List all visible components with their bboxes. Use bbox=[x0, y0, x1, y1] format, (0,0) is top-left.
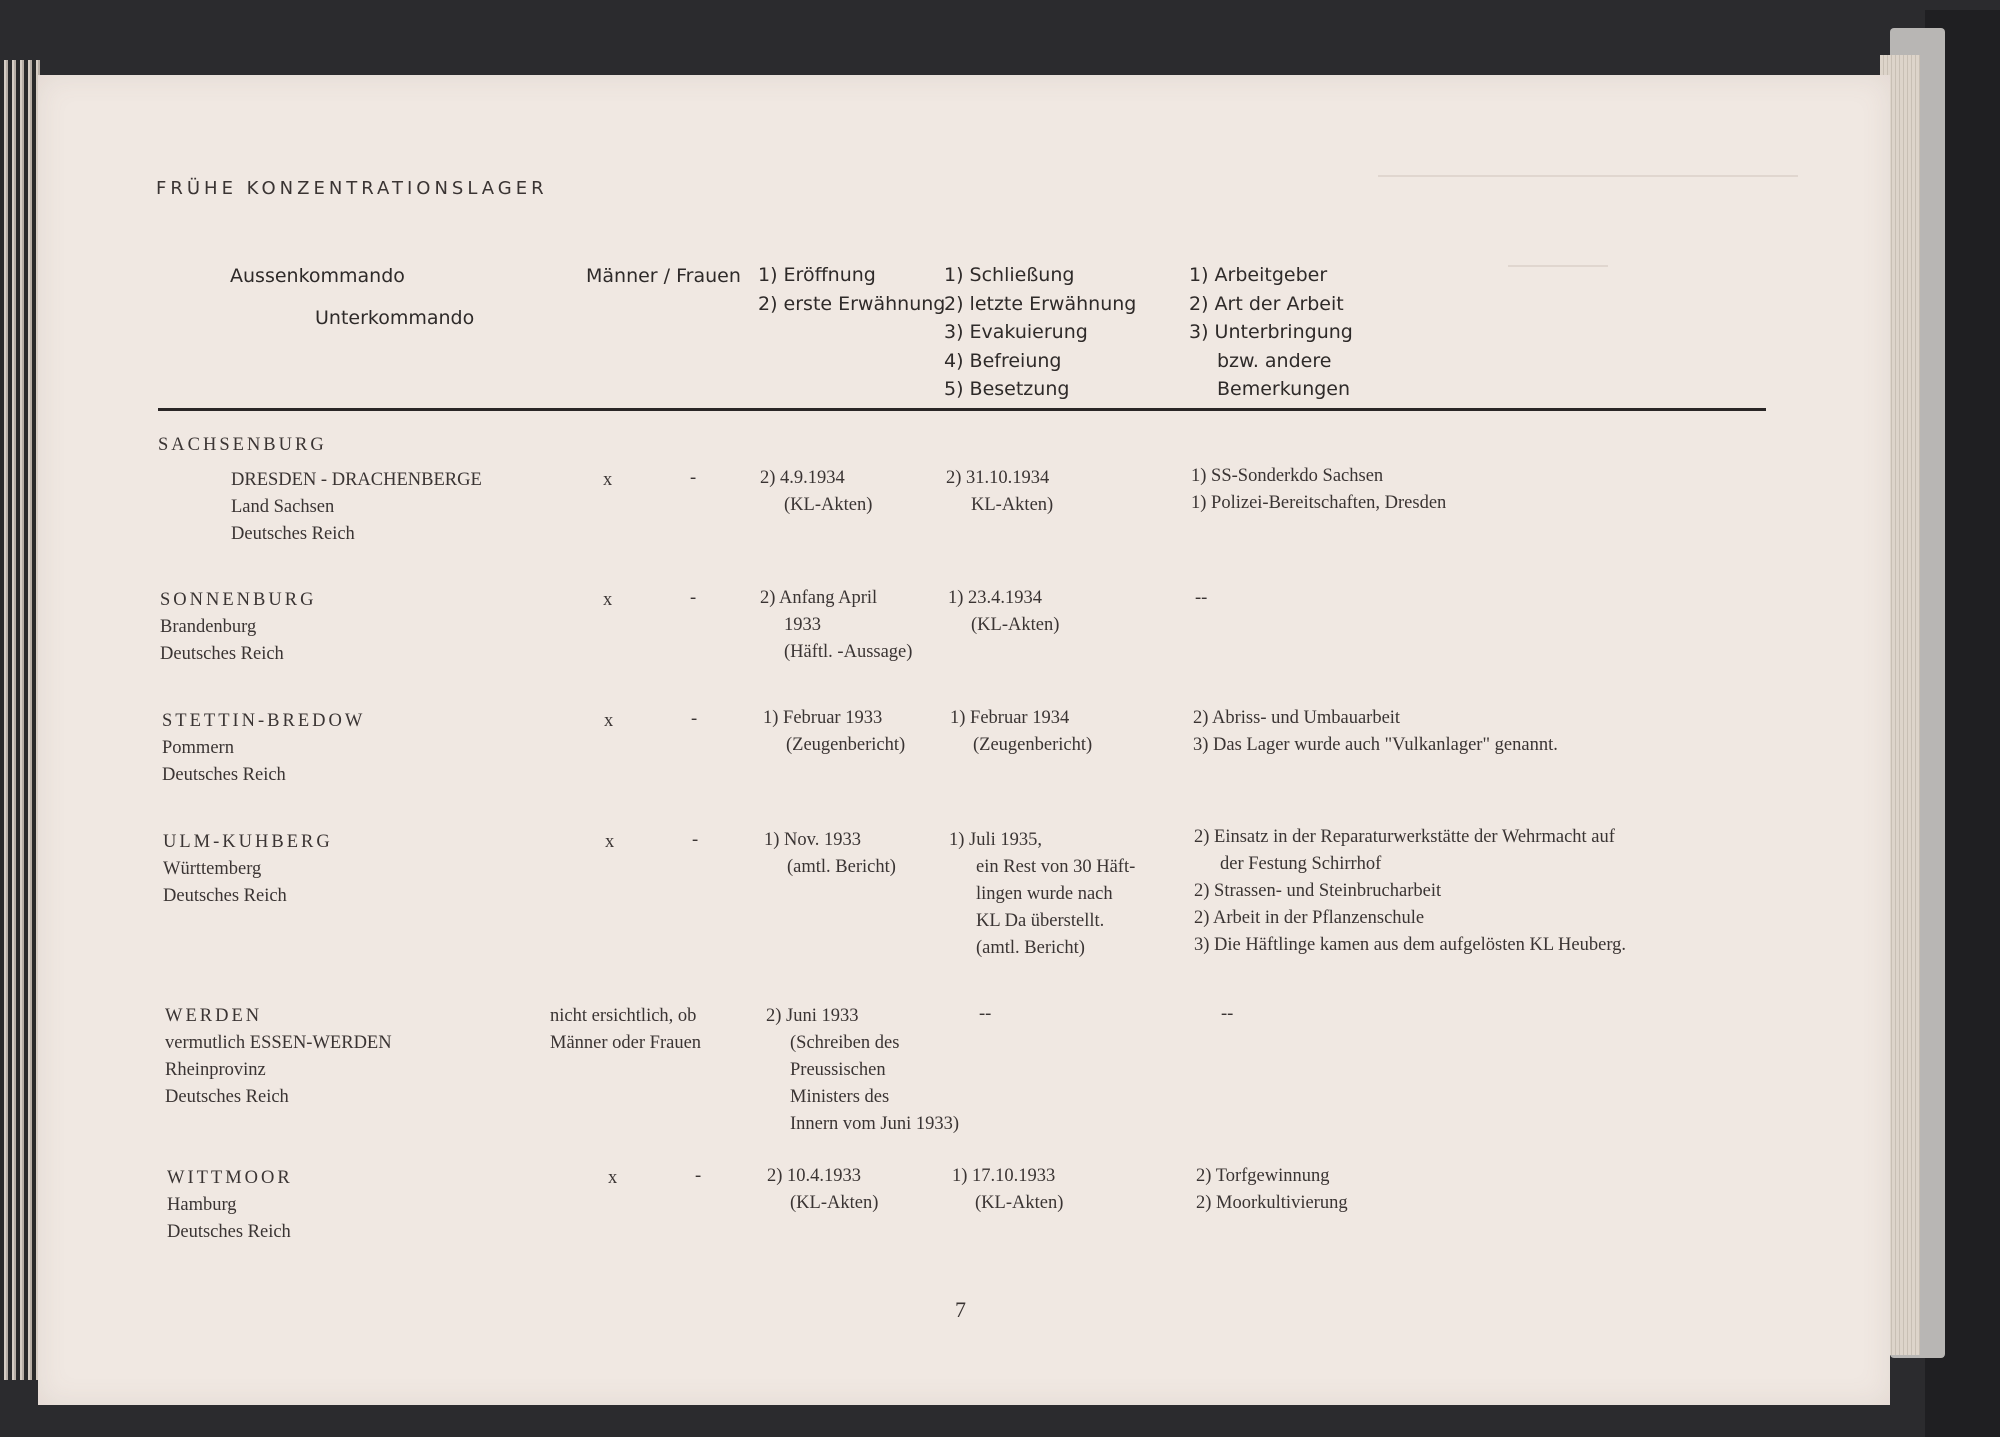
remark-line: 2) Abriss- und Umbauarbeit bbox=[1193, 708, 1401, 728]
men-mark: x bbox=[608, 1168, 618, 1188]
opening-line: (KL-Akten) bbox=[784, 495, 873, 515]
header-remarks bbox=[1189, 261, 1353, 404]
opening-line: Innern vom Juni 1933) bbox=[790, 1114, 960, 1134]
row-sonnenburg-opening bbox=[760, 585, 912, 666]
header-maenner-frauen: Männer / Frauen bbox=[586, 265, 741, 287]
women-mark: - bbox=[690, 468, 697, 488]
camp-country: Deutsches Reich bbox=[231, 524, 355, 544]
row-stettin-closing bbox=[950, 705, 1092, 759]
closing-line: (Zeugenbericht) bbox=[973, 735, 1093, 755]
camp-country: Deutsches Reich bbox=[167, 1222, 291, 1242]
header-line: Bemerkungen bbox=[1217, 378, 1351, 400]
row-wittmoor-closing bbox=[952, 1163, 1063, 1217]
row-ulm-closing bbox=[949, 827, 1135, 962]
camp-region: Württemberg bbox=[163, 859, 262, 879]
men-women-note: Männer oder Frauen bbox=[550, 1033, 702, 1053]
camp-name: ULM-KUHBERG bbox=[163, 832, 333, 852]
men-mark: x bbox=[603, 470, 613, 490]
header-line: 2) letzte Erwähnung bbox=[944, 292, 1137, 315]
header-closing bbox=[944, 261, 1136, 404]
row-dresden-name bbox=[231, 467, 482, 548]
remark-line: 1) Polizei-Bereitschaften, Dresden bbox=[1191, 493, 1447, 513]
remark-line: 2) Moorkultivierung bbox=[1196, 1193, 1348, 1213]
document-page bbox=[38, 75, 1890, 1405]
page-number: 7 bbox=[955, 1297, 966, 1322]
row-wittmoor-name bbox=[167, 1165, 293, 1246]
opening-line: Preussischen bbox=[790, 1060, 886, 1080]
row-wittmoor-remarks bbox=[1196, 1163, 1348, 1217]
camp-region: Pommern bbox=[162, 738, 234, 758]
header-line: bzw. andere bbox=[1217, 349, 1332, 372]
row-stettin-name bbox=[162, 708, 365, 789]
opening-line: 1933 bbox=[784, 615, 821, 635]
opening-line: 1) Februar 1933 bbox=[763, 708, 883, 728]
closing-line: 1) 23.4.1934 bbox=[948, 588, 1043, 608]
opening-line: 2) 10.4.1933 bbox=[767, 1166, 862, 1186]
header-line: 1) Schließung bbox=[944, 264, 1075, 286]
camp-province: Rheinprovinz bbox=[165, 1060, 266, 1080]
header-line: 2) Art der Arbeit bbox=[1189, 292, 1344, 315]
camp-country: Deutsches Reich bbox=[160, 644, 284, 664]
row-stettin-opening bbox=[763, 705, 905, 759]
bleed-through-mark bbox=[1378, 175, 1798, 191]
row-sonnenburg-name bbox=[160, 587, 316, 668]
camp-name: WERDEN bbox=[165, 1006, 263, 1026]
opening-line: 2) 4.9.1934 bbox=[760, 468, 845, 488]
row-ulm-remarks bbox=[1194, 824, 1626, 959]
row-wittmoor-opening bbox=[767, 1163, 878, 1217]
header-line: 3) Evakuierung bbox=[944, 321, 1088, 343]
book-spine-edge bbox=[0, 60, 40, 1380]
header-line: 1) Eröffnung bbox=[758, 264, 876, 286]
row-ulm-name bbox=[163, 829, 333, 910]
page-title: FRÜHE KONZENTRATIONSLAGER bbox=[156, 178, 548, 199]
women-mark: - bbox=[692, 830, 699, 850]
header-rule bbox=[158, 408, 1766, 411]
camp-region: Hamburg bbox=[167, 1195, 237, 1215]
closing-line: KL-Akten) bbox=[971, 495, 1054, 515]
closing-line: (amtl. Bericht) bbox=[976, 938, 1085, 958]
remark-line: 2) Torfgewinnung bbox=[1196, 1166, 1330, 1186]
closing-line: 2) 31.10.1934 bbox=[946, 468, 1050, 488]
opening-line: 2) Anfang April bbox=[760, 588, 878, 608]
header-line: 2) erste Erwähnung bbox=[758, 292, 946, 315]
row-stettin-remarks bbox=[1193, 705, 1558, 759]
men-mark: x bbox=[603, 590, 613, 610]
remark-line: 2) Einsatz in der Reparaturwerkstätte der Wehrmacht auf bbox=[1194, 827, 1615, 847]
header-line: 3) Unterbringung bbox=[1189, 321, 1353, 343]
row-werden-opening bbox=[766, 1003, 959, 1138]
camp-country: Deutsches Reich bbox=[162, 765, 286, 785]
men-mark: x bbox=[605, 832, 615, 852]
opening-line: (Schreiben des bbox=[790, 1033, 900, 1053]
row-ulm-opening bbox=[764, 827, 896, 881]
camp-name: SONNENBURG bbox=[160, 590, 317, 610]
header-line: 4) Befreiung bbox=[944, 349, 1062, 372]
closing-line: 1) Juli 1935, bbox=[949, 830, 1043, 850]
camp-country: Deutsches Reich bbox=[163, 886, 287, 906]
row-werden-closing: -- bbox=[979, 1004, 992, 1024]
row-dresden-remarks bbox=[1191, 463, 1446, 517]
opening-line: (Zeugenbericht) bbox=[786, 735, 906, 755]
opening-line: 2) Juni 1933 bbox=[766, 1006, 859, 1026]
remark-line: 1) SS-Sonderkdo Sachsen bbox=[1191, 466, 1384, 486]
opening-line: (amtl. Bericht) bbox=[787, 857, 896, 877]
row-sonnenburg-remarks: -- bbox=[1195, 588, 1208, 608]
row-werden-name bbox=[165, 1003, 392, 1111]
camp-region: vermutlich ESSEN-WERDEN bbox=[165, 1033, 392, 1053]
closing-line: (KL-Akten) bbox=[975, 1193, 1064, 1213]
section-heading: SACHSENBURG bbox=[158, 435, 327, 455]
opening-line: 1) Nov. 1933 bbox=[764, 830, 861, 850]
camp-region: Land Sachsen bbox=[231, 497, 335, 517]
header-line: 1) Arbeitgeber bbox=[1189, 264, 1328, 286]
women-mark: - bbox=[690, 588, 697, 608]
row-werden-men-women bbox=[550, 1003, 701, 1057]
camp-name: STETTIN-BREDOW bbox=[162, 711, 366, 731]
closing-line: KL Da überstellt. bbox=[976, 911, 1105, 931]
remark-line: der Festung Schirrhof bbox=[1220, 854, 1382, 874]
closing-line: ein Rest von 30 Häft- bbox=[976, 857, 1136, 877]
closing-line: 1) Februar 1934 bbox=[950, 708, 1070, 728]
header-unterkommando: Unterkommando bbox=[315, 307, 475, 329]
remark-line: 2) Arbeit in der Pflanzenschule bbox=[1194, 908, 1425, 928]
row-dresden-opening bbox=[760, 465, 872, 519]
remark-line: 3) Das Lager wurde auch "Vulkanlager" genannt. bbox=[1193, 735, 1558, 755]
women-mark: - bbox=[691, 709, 698, 729]
camp-region: Brandenburg bbox=[160, 617, 257, 637]
closing-line: (KL-Akten) bbox=[971, 615, 1060, 635]
row-dresden-closing bbox=[946, 465, 1053, 519]
closing-line: 1) 17.10.1933 bbox=[952, 1166, 1056, 1186]
header-opening bbox=[758, 261, 945, 318]
bleed-through-mark bbox=[1508, 265, 1608, 281]
men-mark: x bbox=[604, 711, 614, 731]
row-werden-remarks: -- bbox=[1221, 1004, 1234, 1024]
camp-name: DRESDEN - DRACHENBERGE bbox=[231, 470, 482, 490]
opening-line: (Häftl. -Aussage) bbox=[784, 642, 913, 662]
remark-line: 2) Strassen- und Steinbrucharbeit bbox=[1194, 881, 1442, 901]
camp-name: WITTMOOR bbox=[167, 1168, 293, 1188]
opening-line: Ministers des bbox=[790, 1087, 890, 1107]
opening-line: (KL-Akten) bbox=[790, 1193, 879, 1213]
closing-line: lingen wurde nach bbox=[976, 884, 1113, 904]
men-women-note: nicht ersichtlich, ob bbox=[550, 1006, 697, 1026]
header-aussenkommando: Aussenkommando bbox=[230, 265, 405, 287]
header-line: 5) Besetzung bbox=[944, 378, 1070, 400]
remark-line: 3) Die Häftlinge kamen aus dem aufgelösten KL Heuberg. bbox=[1194, 935, 1627, 955]
row-sonnenburg-closing bbox=[948, 585, 1059, 639]
camp-country: Deutsches Reich bbox=[165, 1087, 289, 1107]
women-mark: - bbox=[695, 1166, 702, 1186]
